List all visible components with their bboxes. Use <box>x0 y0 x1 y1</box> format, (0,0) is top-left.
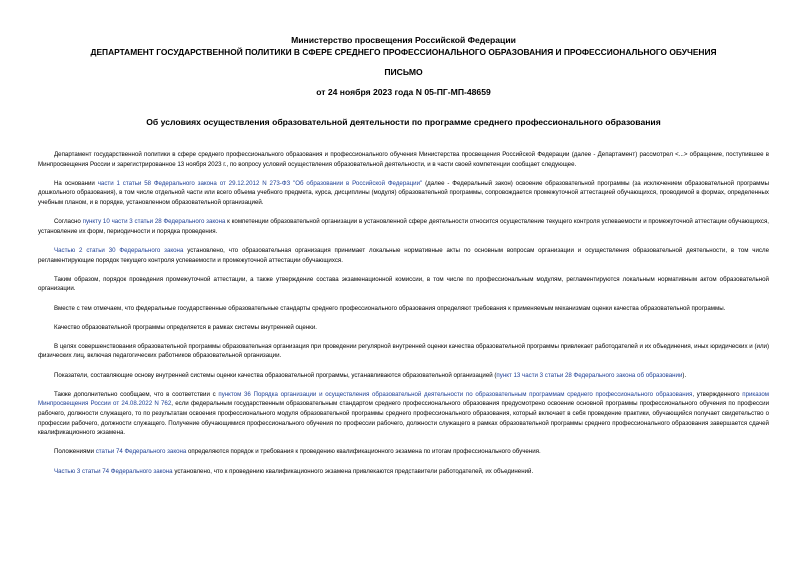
paragraph-text: , утвержденного <box>692 390 743 398</box>
paragraph-text: Согласно <box>54 218 83 226</box>
paragraph <box>38 275 769 294</box>
paragraph-text: Также дополнительно сообщаем, что в соответствии с <box>54 390 219 398</box>
paragraph-text: , если федеральным государственным образовательным стандартом среднего профессионального образования предусмотрено освоение основной программы профессионального обучения по профессии рабочего, должности служащего, то по результатам освоения профессионального модуля образовательной программы среднего профессионального образования, который включает в себя проведение практики, обучающийся получает свидетельство о профессии рабочего, должности служащего. Получение обучающимися профессионального обучения по профессии рабочего, должности служащего в рамках образовательной программы среднего профессионального образования завершается сдачей квалификационного экзамена. <box>38 400 769 437</box>
paragraph <box>38 304 769 314</box>
paragraph-text: В целях совершенствования образовательной программы образовательная организация при проведении регулярной внутренней оценки качества образовательной программы привлекает работодателей и их объединения, иных юридических и (или) физических лиц, включая педагогических работников образовательной организации. <box>38 342 769 360</box>
law-reference-link[interactable]: Частью 2 статьи 30 Федерального закона <box>54 246 184 254</box>
paragraph-text: Качество образовательной программы определяется в рамках системы внутренней оценки. <box>54 323 317 331</box>
paragraph-text: Показатели, составляющие основу внутренней системы оценки качества образовательной программы, устанавливаются образовательной организацией ( <box>54 371 497 379</box>
paragraph-text: Вместе с тем отмечаем, что федеральные государственные образовательные стандарты среднего профессионального образования определяют требования к применяемым механизмам оценки качества образовательной программы. <box>54 304 726 312</box>
paragraph-text: Таким образом, порядок проведения промежуточной аттестации, а также утверждение состава экзаменационной комиссии, в том числе по профессиональным модулям, регламентируются локальным нормативным актом образовательной организации. <box>38 275 769 293</box>
paragraph-text: определяются порядок и требования к проведению квалификационного экзамена по итогам профессионального обучения. <box>186 448 541 456</box>
law-reference-link[interactable]: части 1 статьи 58 Федерального закона от 29.12.2012 N 273-ФЗ "Об образовании в Российской Федерации" <box>97 179 423 187</box>
paragraph <box>38 246 769 265</box>
paragraph-text: Положениями <box>54 448 96 456</box>
paragraph <box>38 467 769 477</box>
paragraph-text: установлено, что к проведению квалификационного экзамена привлекаются представители работодателей, их объединений. <box>172 467 534 475</box>
law-reference-link[interactable]: статьи 74 Федерального закона <box>95 448 187 456</box>
paragraph <box>38 217 769 236</box>
paragraph <box>38 390 769 438</box>
document-title: Об условиях осуществления образовательной деятельности по программе среднего профессионального образования <box>146 117 661 127</box>
paragraph-text: установлено, что образовательная организация принимает локальные нормативные акты по основным вопросам организации и осуществления образовательной деятельности, в том числе регламентирующие порядок текущего контроля успеваемости и промежуточной аттестации обучающихся. <box>38 246 769 264</box>
paragraph <box>38 342 769 361</box>
paragraph <box>38 179 769 208</box>
department-name: ДЕПАРТАМЕНТ ГОСУДАРСТВЕННОЙ ПОЛИТИКИ В СФЕРЕ СРЕДНЕГО ПРОФЕССИОНАЛЬНОГО ОБРАЗОВАНИЯ И ПРОФЕССИОНАЛЬНОГО ОБУЧЕНИЯ <box>90 47 717 57</box>
law-reference-link[interactable]: приказом Минпросвещения России от 24.08.2022 N 762 <box>38 390 769 408</box>
document-body <box>38 150 769 476</box>
paragraph-text: к компетенции образовательной организации в установленной сфере деятельности относится осуществление текущего контроля успеваемости и промежуточной аттестации обучающихся, установление их форм, периодичности и порядка проведения. <box>38 218 769 235</box>
document-date-number: от 24 ноября 2023 года N 05-ПГ-МП-48659 <box>316 87 491 97</box>
paragraph <box>38 447 769 457</box>
law-reference-link[interactable]: Частью 3 статьи 74 Федерального закона <box>54 467 173 475</box>
law-reference-link[interactable]: пунктом 36 Порядка организации и осуществления образовательной деятельности по образовательным программам среднего профессионального образования <box>218 390 693 398</box>
paragraph-text: ). <box>682 371 687 379</box>
paragraph-text: На основании <box>54 179 98 187</box>
paragraph-text: Департамент государственной политики в сфере среднего профессионального образования и профессионального обучения Министерства просвещения Российской Федерации (далее - Департамент) рассмотрел <...> обращение, поступившее в Минпросвещения России и зарегистрированное 13 ноября 2023 г., по вопросу условий осуществления образовательной деятельности, и в части своей компетенции сообщает следующее. <box>38 151 769 168</box>
law-reference-link[interactable]: пункт 13 части 3 статьи 28 Федерального закона об образовании <box>496 371 683 379</box>
paragraph <box>38 371 769 381</box>
ministry-name: Министерство просвещения Российской Федерации <box>291 35 516 45</box>
paragraph-text: (далее - Федеральный закон) освоение образовательной программы (за исключением образовательной программы дошкольного образования), в том числе отдельной части или всего объема учебного предмета, курса, дисциплины (модуля) образовательной программы, сопровождается промежуточной аттестацией обучающихся, проводимой в формах, определенных учебным планом, и в порядке, установленном образовательной организацией. <box>38 179 769 206</box>
paragraph <box>38 150 769 169</box>
paragraph <box>38 323 769 333</box>
law-reference-link[interactable]: пункту 10 части 3 статьи 28 Федерального закона <box>82 218 226 226</box>
document-type: ПИСЬМО <box>384 67 423 77</box>
